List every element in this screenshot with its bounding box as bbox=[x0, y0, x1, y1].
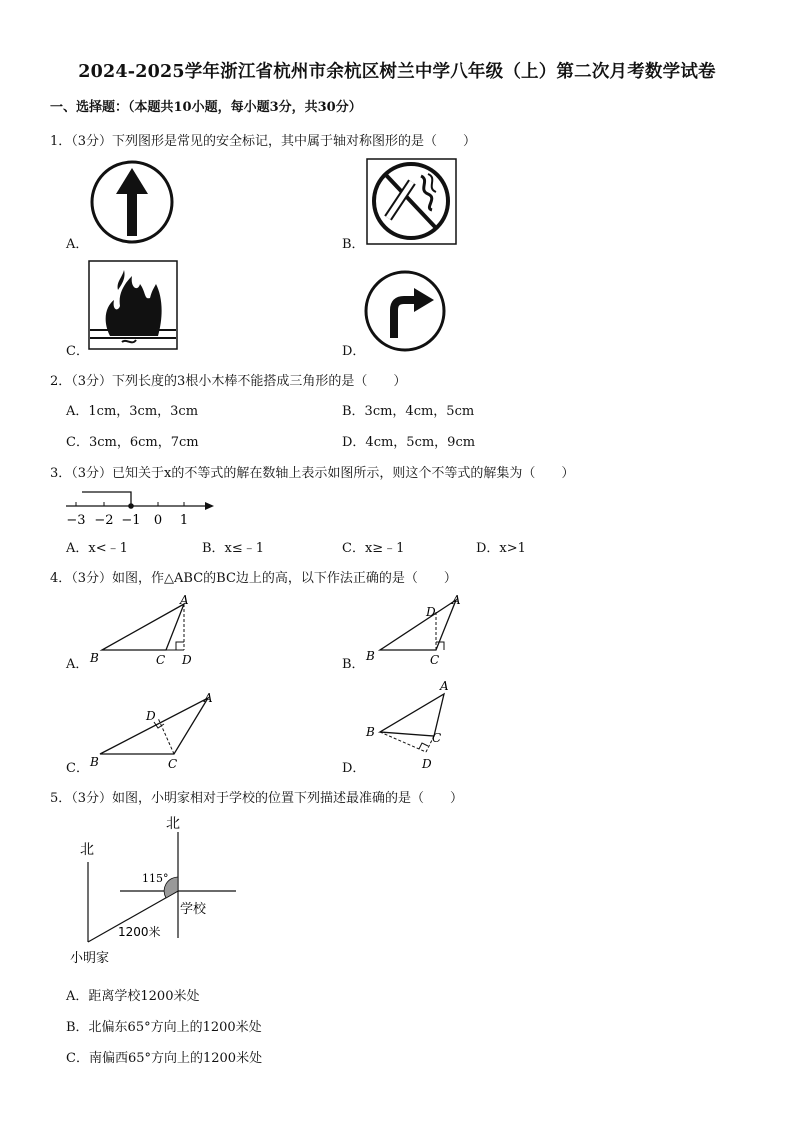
point-label: D bbox=[182, 653, 192, 667]
question-2-option-a: A．1cm，3cm，3cm bbox=[66, 404, 199, 419]
paper-title: 2024-2025学年浙江省杭州市余杭区树兰中学八年级（上）第二次月考数学试卷 bbox=[78, 62, 716, 82]
angle-label: 115° bbox=[142, 872, 169, 885]
point-label: B bbox=[366, 649, 375, 663]
point-label: B bbox=[90, 755, 99, 769]
question-3-option-d: D．x>1 bbox=[476, 541, 526, 556]
tick-label: 1 bbox=[179, 513, 189, 528]
triangle-figure-b bbox=[364, 592, 474, 668]
point-label: C bbox=[432, 731, 442, 745]
question-1-option-c: C． bbox=[66, 344, 89, 359]
question-3-stem: 3．（3分）已知关于x的不等式的解在数轴上表示如图所示，则这个不等式的解集为（ ） bbox=[50, 466, 575, 481]
triangle-figure-a bbox=[86, 592, 206, 668]
question-5-option-b: B．北偏东65°方向上的1200米处 bbox=[66, 1020, 262, 1035]
question-1-option-d: D． bbox=[342, 344, 366, 359]
question-4-option-d: D． bbox=[342, 761, 366, 776]
triangle-figure-c bbox=[86, 688, 226, 774]
question-5-stem: 5．（3分）如图，小明家相对于学校的位置下列描述最准确的是（ ） bbox=[50, 791, 464, 806]
question-4-stem: 4．（3分）如图，作△ABC的BC边上的高，以下作法正确的是（ ） bbox=[50, 571, 457, 586]
point-label: A bbox=[452, 593, 461, 607]
question-5-option-a: A．距离学校1200米处 bbox=[66, 989, 200, 1004]
distance-label: 1200米 bbox=[118, 925, 161, 939]
point-label: D bbox=[426, 605, 436, 619]
question-4-option-b: B． bbox=[342, 657, 365, 672]
question-3-option-b: B．x≤﹣1 bbox=[202, 541, 265, 556]
question-1-option-a: A． bbox=[66, 237, 89, 252]
point-label: B bbox=[90, 651, 99, 665]
section-heading: 一、选择题：（本题共10小题，每小题3分，共30分） bbox=[50, 100, 362, 115]
point-label: B bbox=[366, 725, 375, 739]
question-2-option-c: C．3cm，6cm，7cm bbox=[66, 435, 199, 450]
question-4-option-c: C． bbox=[66, 761, 89, 776]
right-turn-sign-icon bbox=[364, 270, 448, 354]
point-label: A bbox=[180, 593, 189, 607]
tick-label: −3 bbox=[66, 513, 86, 528]
question-1-stem: 1．（3分）下列图形是常见的安全标记，其中属于轴对称图形的是（ ） bbox=[50, 134, 477, 149]
direction-diagram bbox=[60, 812, 250, 972]
home-label: 小明家 bbox=[70, 951, 110, 966]
point-label: D bbox=[146, 709, 156, 723]
point-label: D bbox=[422, 757, 432, 771]
question-1-option-b: B． bbox=[342, 237, 365, 252]
tick-label: −2 bbox=[94, 513, 114, 528]
school-label: 学校 bbox=[180, 902, 207, 917]
question-2-option-d: D．4cm，5cm，9cm bbox=[342, 435, 476, 450]
question-2-option-b: B．3cm，4cm，5cm bbox=[342, 404, 475, 419]
question-3-option-c: C．x≥﹣1 bbox=[342, 541, 405, 556]
no-smoking-sign-icon bbox=[366, 158, 458, 246]
north-label-home: 北 bbox=[80, 842, 94, 858]
north-label-school: 北 bbox=[166, 816, 180, 832]
point-label: A bbox=[204, 691, 213, 705]
question-5-option-c: C．南偏西65°方向上的1200米处 bbox=[66, 1051, 263, 1066]
point-label: C bbox=[156, 653, 166, 667]
question-3-option-a: A．x<﹣1 bbox=[66, 541, 128, 556]
question-4-option-a: A． bbox=[66, 657, 89, 672]
tick-label: 0 bbox=[153, 513, 163, 528]
up-arrow-sign-icon bbox=[88, 160, 180, 244]
point-label: C bbox=[430, 653, 440, 667]
flammable-sign-icon bbox=[88, 260, 180, 352]
number-line bbox=[60, 484, 220, 528]
point-label: C bbox=[168, 757, 178, 771]
point-label: A bbox=[440, 679, 449, 693]
question-2-stem: 2．（3分）下列长度的3根小木棒不能搭成三角形的是（ ） bbox=[50, 374, 407, 389]
triangle-figure-d bbox=[362, 676, 472, 776]
tick-label: −1 bbox=[121, 513, 141, 528]
